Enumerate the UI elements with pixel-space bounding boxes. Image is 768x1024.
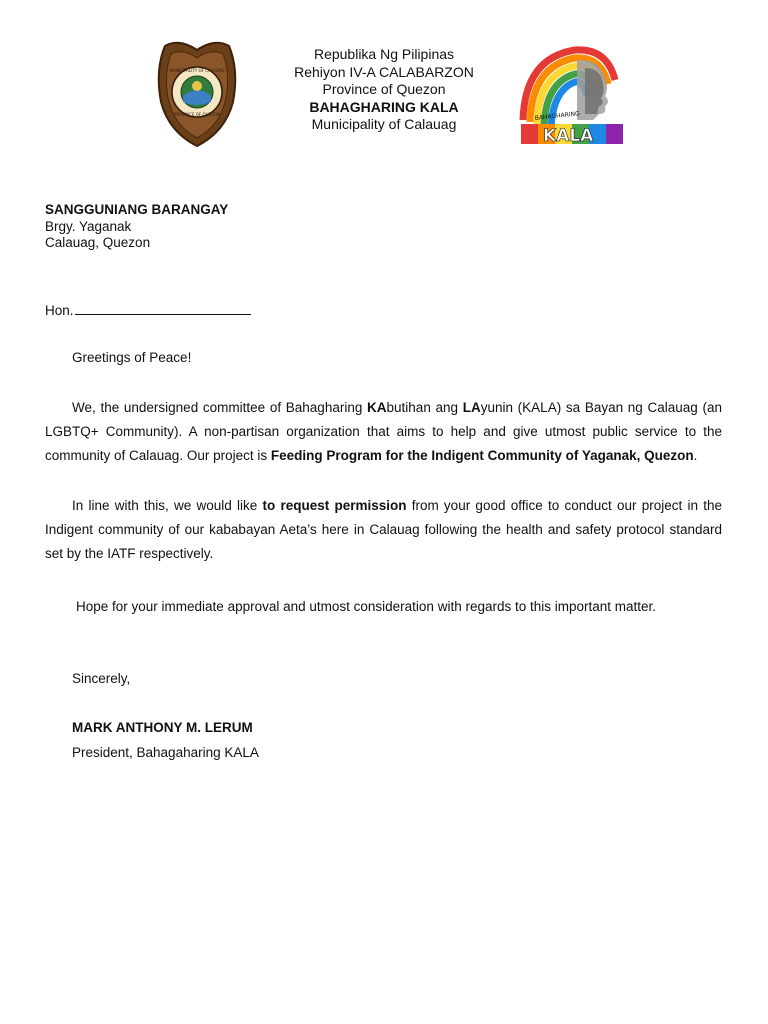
signatory-name: MARK ANTHONY M. LERUM — [72, 720, 253, 735]
paragraph-request — [45, 494, 722, 566]
header-province: Province of Quezon — [322, 81, 446, 97]
p2-text-1: In line with this, we would like — [72, 498, 263, 513]
recipient-barangay: Brgy. Yaganak — [45, 218, 132, 234]
signatory-title: President, Bahagaharing KALA — [72, 745, 259, 760]
recipient-org: SANGGUNIANG BARANGAY — [45, 202, 229, 217]
honorific-label: Hon. — [45, 303, 74, 318]
p1-text-2: butihan ang — [386, 400, 463, 415]
p2-text-2: from your good office to conduct our project in the Indigent community of our kababayan Aeta’s here in Calauag following the health and safety protocol standard set by the IATF respectively. — [45, 498, 722, 561]
p1-text-4: . — [693, 448, 698, 463]
paragraph-hope: Hope for your immediate approval and utmost consideration with regards to this important matter. — [76, 599, 657, 614]
p1-bold-la: LA — [462, 400, 481, 415]
greeting: Greetings of Peace! — [72, 350, 192, 365]
seal-text-top: MUNICIPALITY OF CALAUAG — [169, 68, 225, 73]
header-region: Rehiyon IV-A CALABARZON — [294, 63, 474, 80]
p1-bold-project: Feeding Program for the Indigent Community of Yaganak, Quezon — [270, 448, 694, 463]
p2-bold-request: to request permission — [262, 498, 407, 513]
kala-logo-small-text: BAHAGHARING — [534, 110, 581, 122]
closing: Sincerely, — [72, 671, 131, 686]
paragraph-intro — [45, 396, 722, 468]
honorific-line — [45, 301, 251, 318]
header-municipality: Municipality of Calauag — [311, 116, 457, 132]
p1-bold-ka: KA — [367, 400, 387, 415]
recipient-town: Calauag, Quezon — [45, 235, 151, 250]
recipient-address — [45, 202, 228, 252]
honorific-blank — [75, 301, 251, 315]
kala-rainbow-logo — [513, 40, 631, 150]
seal-text-bottom: PROVINCE OF QUEZON — [174, 112, 220, 117]
municipality-seal-logo — [157, 40, 237, 148]
header-republic: Republika Ng Pilipinas — [313, 46, 455, 62]
header-organization: BAHAGHARING KALA — [309, 98, 459, 115]
kala-logo-big-text: KALA — [543, 126, 594, 146]
p1-text-3: yunin (KALA) sa Bayan ng Calauag (an LGBTQ+ Community). A non-partisan organization that aims to help and give utmost public service to the community of Calauag. Our project is — [45, 400, 722, 463]
p1-text-1: We, the undersigned committee of Bahagharing — [72, 400, 368, 415]
letterhead — [254, 46, 514, 134]
